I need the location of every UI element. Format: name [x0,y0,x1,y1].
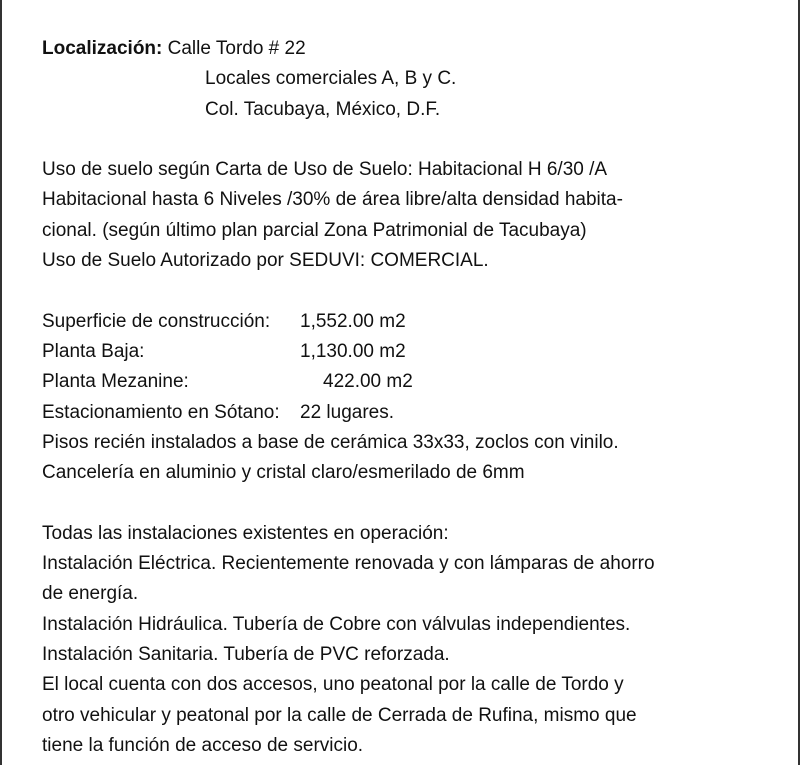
measure-value: 1,552.00 m2 [300,310,406,332]
localizacion-line-1 [42,34,772,64]
document-body [42,34,772,761]
localizacion-address-3: Col. Tacubaya, México, D.F. [205,98,441,120]
pisos-line: Pisos recién instalados a base de cerámica 33x33, zoclos con vinilo. [42,431,619,453]
instalaciones-line: otro vehicular y peatonal por la calle de Cerrada de Rufina, mismo que [42,704,637,726]
instalaciones-line: Todas las instalaciones existentes en operación: [42,522,449,544]
localizacion-address-2: Locales comerciales A, B y C. [205,68,457,90]
instalaciones-line: Instalación Eléctrica. Recientemente renovada y con lámparas de ahorro [42,553,655,575]
canceleria-line: Cancelería en aluminio y cristal claro/esmerilado de 6mm [42,462,525,484]
planta-baja-row [42,337,772,367]
uso-suelo-line: Uso de suelo según Carta de Uso de Suelo: Habitacional H 6/30 /A [42,159,608,181]
spacer [42,488,772,518]
instalaciones-line: Instalación Hidráulica. Tubería de Cobre con válvulas independientes. [42,613,631,635]
spacer [42,276,772,306]
localizacion-label: Localización: [42,38,163,59]
measure-label: Superficie de construcción: [42,310,271,332]
superficie-construccion-row [42,307,772,337]
spacer [42,125,772,155]
estacionamiento-row [42,398,772,428]
measure-label: Planta Baja: [42,340,145,362]
planta-mezanine-row [42,367,772,397]
measure-value: 422.00 m2 [323,371,413,393]
measure-value: 1,130.00 m2 [300,340,406,362]
instalaciones-line: tiene la función de acceso de servicio. [42,734,364,756]
instalaciones-line: de energía. [42,583,139,605]
uso-suelo-line: Uso de Suelo Autorizado por SEDUVI: COMERCIAL. [42,250,489,272]
localizacion-address-1: Calle Tordo # 22 [167,38,306,59]
measure-value: 22 lugares. [300,401,395,423]
measure-label: Estacionamiento en Sótano: [42,401,280,423]
uso-suelo-line: cional. (según último plan parcial Zona Patrimonial de Tacubaya) [42,219,587,241]
measure-label: Planta Mezanine: [42,371,189,393]
uso-suelo-line: Habitacional hasta 6 Niveles /30% de área libre/alta densidad habita- [42,189,623,211]
instalaciones-line: El local cuenta con dos accesos, uno peatonal por la calle de Tordo y [42,674,624,696]
instalaciones-line: Instalación Sanitaria. Tubería de PVC reforzada. [42,643,450,665]
